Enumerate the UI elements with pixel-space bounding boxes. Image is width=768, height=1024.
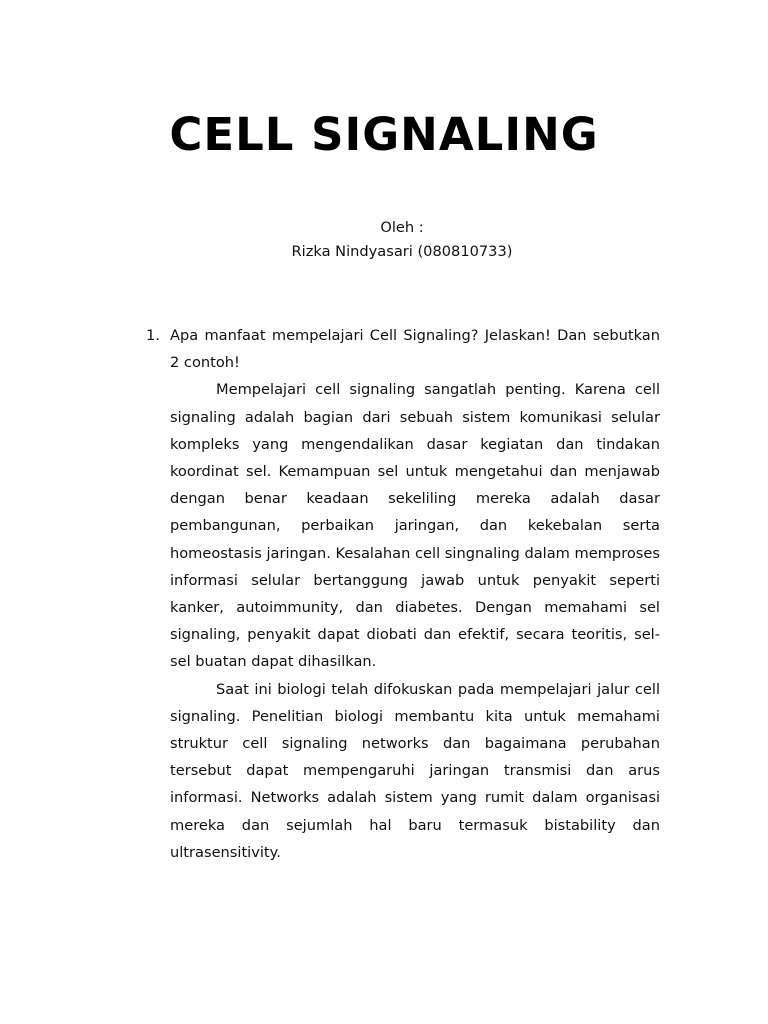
byline (0, 216, 768, 264)
question-text: Apa manfaat mempelajari Cell Signaling? Jelaskan! Dan sebutkan 2 contoh! (170, 327, 660, 372)
document-title: CELL SIGNALING (169, 108, 599, 161)
answer-paragraph-2: Saat ini biologi telah difokuskan pada mempelajari jalur cell signaling. Penelitian biologi membantu kita untuk memahami struktur cell signaling networks dan bagaimana perubahan tersebut dapat mempengaruhi jaringan transmisi dan arus informasi. Networks adalah sistem yang rumit dalam organisasi mereka dan sejumlah hal baru termasuk bistability dan ultrasensitivity. (170, 680, 660, 861)
question-section (146, 322, 660, 866)
byline-label: Oleh : (380, 219, 424, 236)
question-number: 1. (146, 327, 160, 344)
answer-paragraph-1: Mempelajari cell signaling sangatlah penting. Karena cell signaling adalah bagian dari sebuah sistem komunikasi selular kompleks yang mengendalikan dasar kegiatan dan tindakan koordinat sel. Kemampuan sel untuk mengetahui dan menjawab dengan benar keadaan sekeliling mereka adalah dasar pembangunan, perbaikan jaringan, dan kekebalan serta homeostasis jaringan. Kesalahan cell singnaling dalam memproses informasi selular bertanggung jawab untuk penyakit seperti kanker, autoimmunity, dan diabetes. Dengan memahami sel signaling, penyakit dapat diobati dan efektif, secara teoritis, sel-sel buatan dapat dihasilkan. (170, 381, 660, 671)
question-item (146, 322, 660, 376)
byline-author: Rizka Nindyasari (080810733) (291, 243, 513, 260)
